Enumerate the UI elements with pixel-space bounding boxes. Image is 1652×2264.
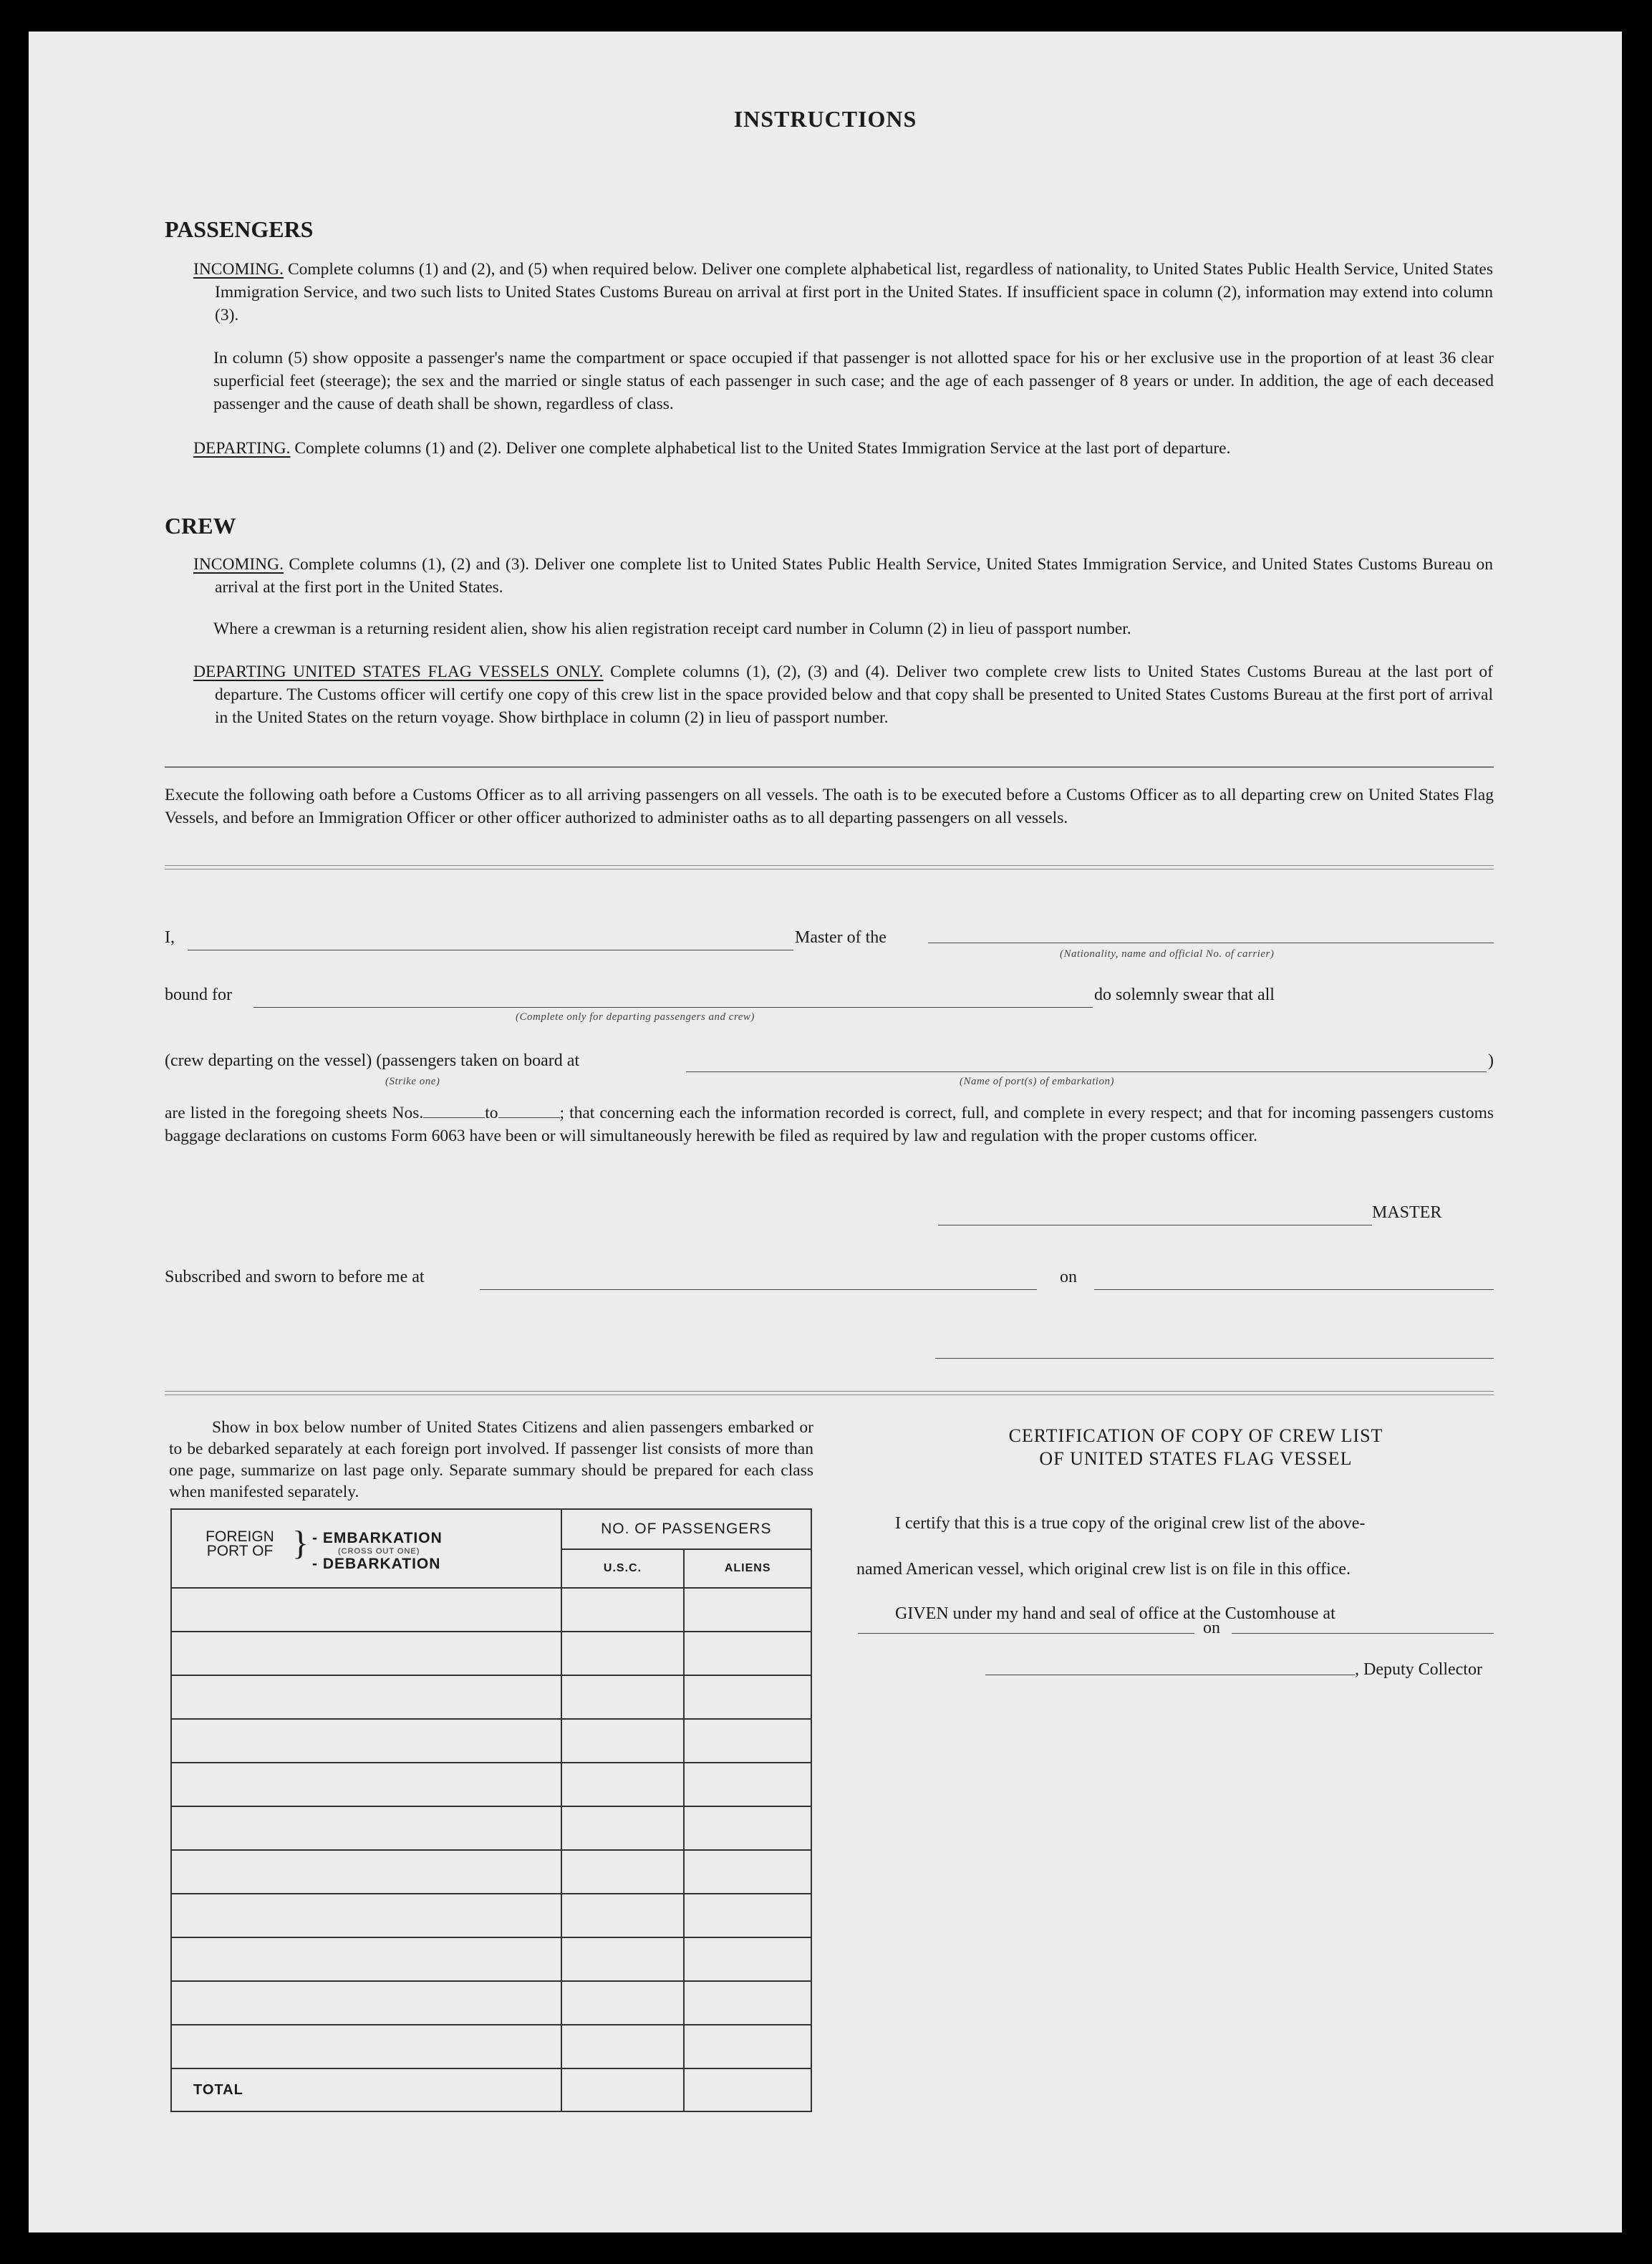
passengers-incoming-paragraph [193,258,1493,327]
summary-row [171,1806,811,1850]
col-aliens-header: ALIENS [684,1549,811,1588]
sworn-date-line[interactable] [1094,1289,1494,1290]
sheet-to-line[interactable] [498,1117,560,1118]
port-cell[interactable] [171,1806,561,1850]
cross-out-label: (CROSS OUT ONE) [338,1547,420,1556]
form-sheet [29,32,1622,2232]
certification-title-2: OF UNITED STATES FLAG VESSEL [1039,1448,1353,1469]
bound-caption: (Complete only for departing passengers and crew) [516,1011,755,1023]
summary-row [171,1588,811,1632]
crew-passengers-label: (crew departing on the vessel) (passengers taken on board at [165,1051,580,1070]
crew-incoming-paragraph [193,553,1493,599]
crew-incoming-label: INCOMING. [193,555,284,574]
aliens-cell[interactable] [684,1981,811,2025]
oath-intro-paragraph: Execute the following oath before a Customs Officer as to all arriving passengers on all vessels. The oath is to be executed before a Customs Officer as to all departing crew on United States Flag Vessels, and before an Immigration Officer or other officer authorized to administer oaths as to all departing passengers on all vessels. [165,786,1494,827]
summary-row [171,1719,811,1763]
port-cell[interactable] [171,1675,561,1719]
usc-cell[interactable] [561,1937,685,1981]
bound-for-line[interactable] [253,1007,1093,1008]
passengers-departing-paragraph [193,437,1493,460]
port-cell[interactable] [171,2025,561,2068]
port-cell[interactable] [171,1850,561,1894]
summary-row [171,1675,811,1719]
debarkation-label: - DEBARKATION [312,1556,441,1572]
summary-row [171,1981,811,2025]
given-text: GIVEN under my hand and seal of office at the Customhouse at [895,1604,1335,1623]
passengers-heading: PASSENGERS [165,216,314,242]
usc-cell[interactable] [561,1981,685,2025]
total-aliens-cell[interactable] [684,2068,811,2111]
total-label: TOTAL [171,2068,561,2111]
sworn-place-line[interactable] [480,1289,1037,1290]
usc-cell[interactable] [561,2025,685,2068]
officer-signature-line[interactable] [935,1358,1494,1359]
usc-cell[interactable] [561,1850,685,1894]
summary-row [171,1763,811,1806]
summary-row [171,1632,811,1675]
passenger-summary-table [170,1508,812,2112]
port-caption: (Name of port(s) of embarkation) [960,1076,1114,1087]
aliens-cell[interactable] [684,1675,811,1719]
carrier-caption: (Nationality, name and official No. of carrier) [1060,948,1275,960]
total-usc-cell[interactable] [561,2068,685,2111]
crew-resident-paragraph: Where a crewman is a returning resident alien, show his alien registration receipt card number in Column (2) in lieu of passport number. [213,620,1131,638]
summary-row [171,1937,811,1981]
bound-for-label: bound for [165,986,232,1004]
on-label: on [1060,1268,1077,1286]
master-label: MASTER [1372,1203,1442,1222]
passengers-incoming-text: Complete columns (1) and (2), and (5) when required below. Deliver one complete alphabetical list, regardless of nationality, to United States Public Health Service, United States Immigration Service, and two such lists to United States Customs Bureau on arrival at first port in the United States. If insufficient space in column (2), information may extend into column (3). [215,260,1493,324]
crew-heading: CREW [165,513,236,539]
oath-i-label: I, [165,928,175,947]
port-cell[interactable] [171,1588,561,1632]
listed-suffix: ; that concerning each the information recorded is correct, full, and complete in every respect; and that for incoming passengers customs baggage declarations on customs Form 6063 have been or will simultaneously herewith be filed as required by law and regulation with the proper customs officer. [165,1104,1494,1145]
listed-prefix: are listed in the foregoing sheets Nos. [165,1104,424,1122]
swear-label: do solemnly swear that all [1094,986,1275,1004]
crew-departing-paragraph [193,660,1493,729]
sheet-from-line[interactable] [423,1117,485,1118]
aliens-cell[interactable] [684,2025,811,2068]
aliens-cell[interactable] [684,1763,811,1806]
aliens-cell[interactable] [684,1632,811,1675]
embarkation-port-line[interactable] [686,1071,1487,1072]
port-cell[interactable] [171,1632,561,1675]
crew-departing-text: Complete columns (1), (2), (3) and (4). Deliver two complete crew lists to United States Customs Bureau at the last port of departure. The Customs officer will certify one copy of this crew list in the space provided below and that copy shall be presented to United States Customs Bureau at the first port of arrival in the United States on the return voyage. Show birthplace in column (2) in lieu of passport number. [215,663,1493,727]
summary-rows [171,1588,811,2068]
page-title: INSTRUCTIONS [733,106,917,132]
subscribed-label: Subscribed and sworn to before me at [165,1268,425,1286]
double-divider-2 [165,1391,1494,1395]
port-header-cell [171,1509,561,1588]
usc-cell[interactable] [561,1806,685,1850]
crew-incoming-text: Complete columns (1), (2) and (3). Deliver one complete list to United States Public Health Service, United States Immigration Service, and United States Customs Bureau on arrival at the first port in the United States. [215,555,1493,597]
usc-cell[interactable] [561,1632,685,1675]
aliens-cell[interactable] [684,1850,811,1894]
aliens-cell[interactable] [684,1937,811,1981]
usc-cell[interactable] [561,1675,685,1719]
col-passengers-header: NO. OF PASSENGERS [561,1509,811,1549]
certification-text-2: named American vessel, which original crew list is on file in this office. [856,1560,1351,1579]
port-cell[interactable] [171,1981,561,2025]
aliens-cell[interactable] [684,1719,811,1763]
usc-cell[interactable] [561,1719,685,1763]
port-cell[interactable] [171,1719,561,1763]
passengers-column5-paragraph: In column (5) show opposite a passenger's name the compartment or space occupied if that passenger is not allotted space for his or her exclusive use in the proportion of at least 36 clear superficial feet (steerage); the sex and the married or single status of each passenger in such case; and the age of each passenger of 8 years or under. In addition, the age of each deceased passenger and the cause of death shall be shown, regardless of class. [213,349,1494,413]
passengers-departing-text: Complete columns (1) and (2). Deliver one complete alphabetical list to the United States Immigration Service at the last port of departure. [290,439,1231,458]
customhouse-line[interactable] [858,1633,1194,1634]
passengers-departing-label: DEPARTING. [193,439,291,458]
aliens-cell[interactable] [684,1806,811,1850]
port-cell[interactable] [171,1763,561,1806]
deputy-label: , Deputy Collector [1355,1660,1482,1679]
summary-row [171,2025,811,2068]
port-cell[interactable] [171,1894,561,1937]
double-divider [165,865,1494,870]
aliens-cell[interactable] [684,1894,811,1937]
listed-paragraph [165,1102,1494,1147]
certification-text-1: I certify that this is a true copy of the original crew list of the above- [895,1514,1366,1533]
usc-cell[interactable] [561,1763,685,1806]
close-paren: ) [1488,1051,1494,1070]
port-cell[interactable] [171,1937,561,1981]
embarkation-label: - EMBARKATION [312,1530,443,1546]
summary-instructions: Show in box below number of United States Citizens and alien passengers embarked or to be debarked separately at each foreign port involved. If passenger list consists of more than one page, summarize on last page only. Separate summary should be prepared for each class when manifested separately. [169,1418,813,1501]
usc-cell[interactable] [561,1894,685,1937]
col-usc-header: U.S.C. [561,1549,685,1588]
passengers-incoming-label: INCOMING. [193,260,284,279]
certification-on-label: on [1203,1619,1220,1637]
aliens-cell[interactable] [684,1588,811,1632]
usc-cell[interactable] [561,1588,685,1632]
summary-row [171,1850,811,1894]
divider [165,766,1494,768]
strike-caption: (Strike one) [385,1076,440,1087]
summary-row [171,1894,811,1937]
certification-date-line[interactable] [1232,1633,1494,1634]
to-label: to [485,1104,498,1122]
col-port-header: FOREIGN PORT OF [206,1528,274,1559]
master-of-label: Master of the [795,928,887,947]
certification-title-1: CERTIFICATION OF COPY OF CREW LIST [1008,1425,1383,1446]
brace-icon: } [292,1524,309,1562]
crew-departing-label: DEPARTING UNITED STATES FLAG VESSELS ONLY. [193,663,604,681]
